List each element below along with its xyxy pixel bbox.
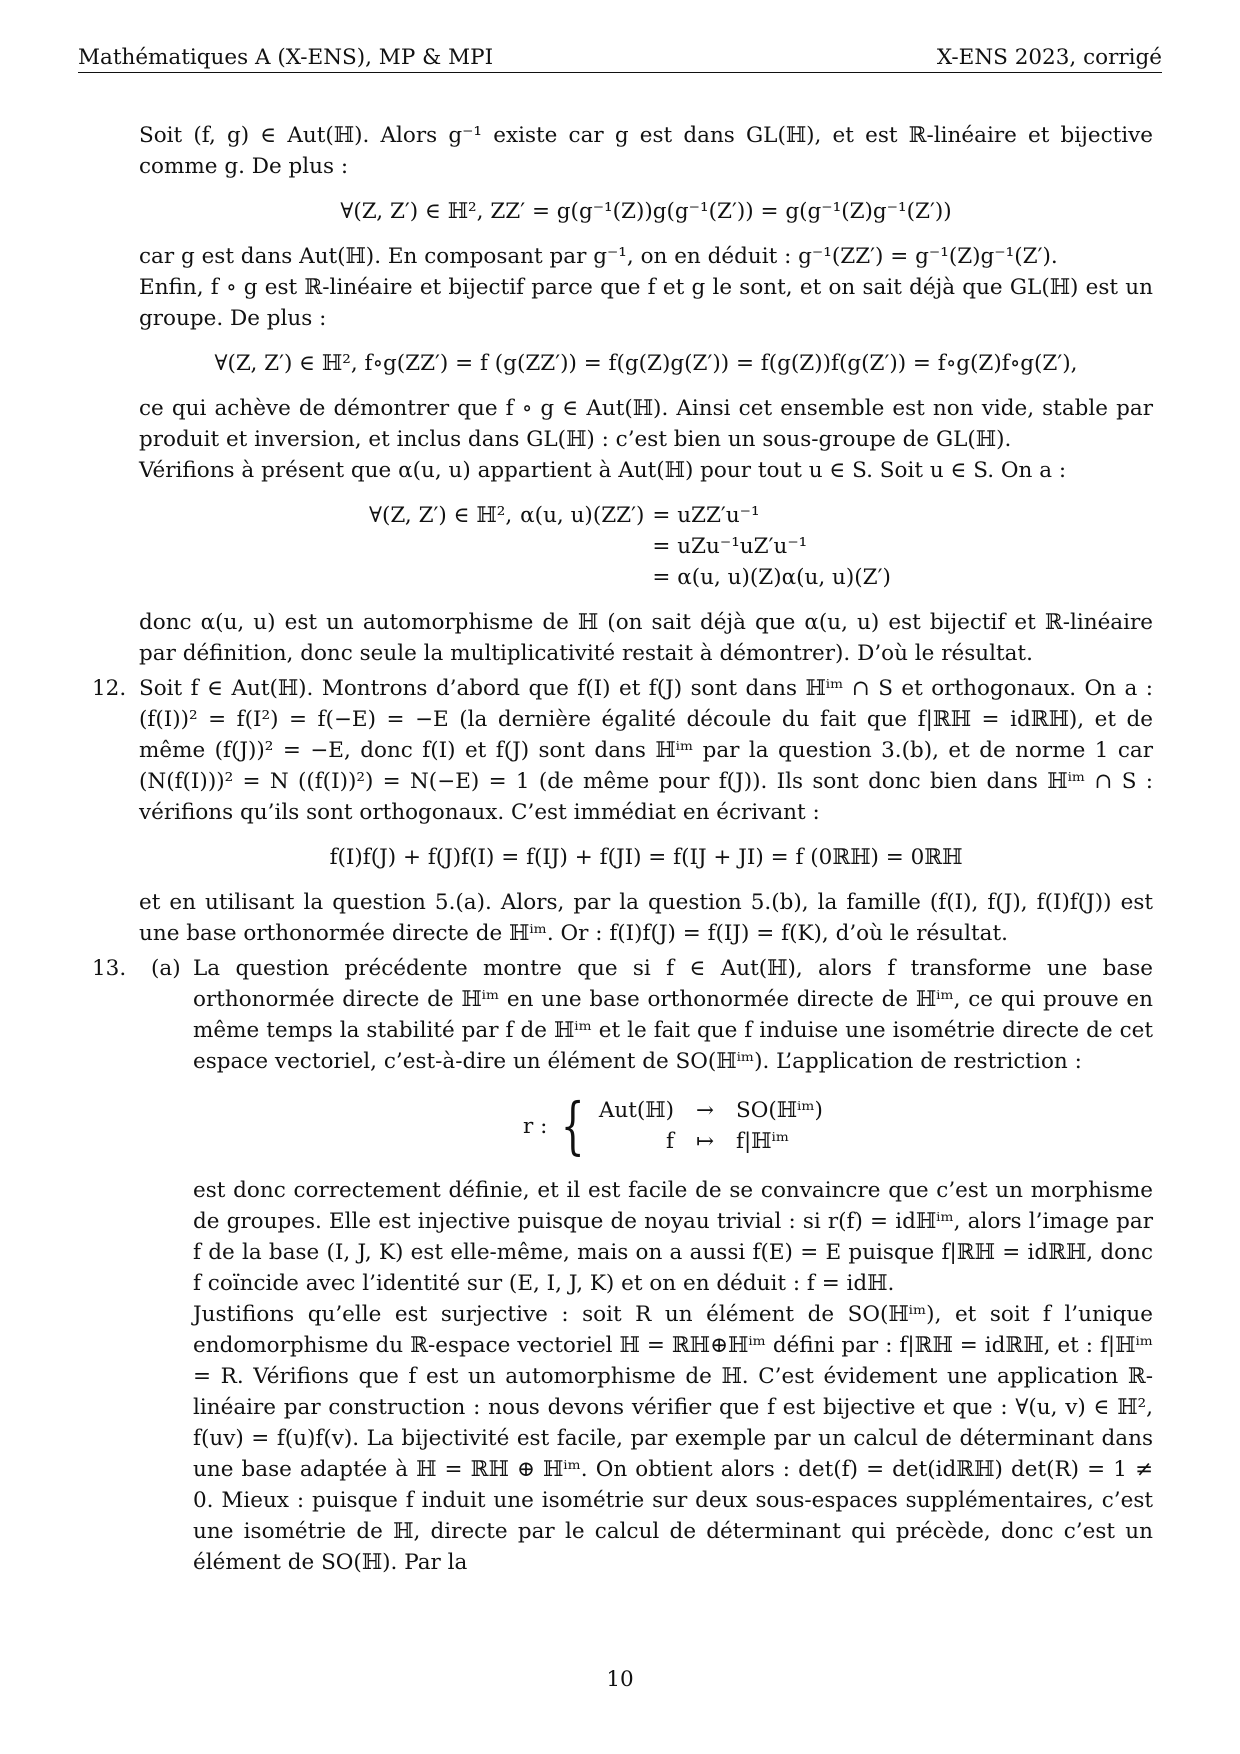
map-name: r : [523,1113,548,1139]
question-13 [92,953,1153,1578]
map-arrow: → [695,1098,714,1123]
page-body [92,120,1153,1578]
subquestion-a [139,953,1153,1578]
equation: ∀(Z, Z′) ∈ ℍ², ZZ′ = g(g⁻¹(Z))g(g⁻¹(Z′)) = g(g⁻¹(Z)g⁻¹(Z′)) [340,199,952,224]
equation: f(I)f(J) + f(J)f(I) = f(IJ) + f(JI) = f(IJ + JI) = f (0ℝℍ) = 0ℝℍ [329,845,963,870]
question-number: 12. [92,676,127,701]
paragraph: Soit f ∈ Aut(ℍ). Montrons d’abord que f(I) et f(J) sont dans ℍⁱᵐ ∩ S et orthogonaux. On a : (f(I))² = f(I²) = f(−E) = −E (la dernière égalité découle du fait que f|ℝℍ = idℝℍ), et de même (f(J))² = −E, donc f(I) et f(J) sont dans ℍⁱᵐ par la question 3.(b), et de norme 1 car (N(f(I)))² = N ((f(I))²) = N(−E) = 1 (de même pour f(J)). Ils sont donc bien dans ℍⁱᵐ ∩ S : vérifions qu’ils sont orthogonaux. C’est immédiat en écrivant : [139,676,1153,825]
eq-part: ∀(Z, Z′) ∈ ℍ², [369,503,513,528]
subquestion-label: (a) [151,956,181,981]
paragraph: Justifions qu’elle est surjective : soit R un élément de SO(ℍⁱᵐ), et soit f l’unique endomorphisme du ℝ-espace vectoriel ℍ = ℝℍ⊕ℍⁱᵐ défini par : f|ℝℍ = idℝℍ, et : f|ℍⁱᵐ = R. Vérifions que f est un automorphisme de ℍ. C’est évidement une application ℝ-linéaire par construction : nous devons vérifier que f est bijective et que : ∀(u, v) ∈ ℍ², f(uv) = f(u)f(v). La bijectivité est facile, par exemple par un calcul de déterminant dans une base adaptée à ℍ = ℝℍ ⊕ ℍⁱᵐ. On obtient alors : det(f) = det(idℝℍ) det(R) = 1 ≠ 0. Mieux : puisque f induit une isométrie sur deux sous-espaces supplémentaires, c’est une isométrie de ℍ, directe par le calcul de déterminant qui précède, donc c’est un élément de SO(ℍ). Par la [193,1302,1153,1575]
paragraph: et en utilisant la question 5.(a). Alors, par la question 5.(b), la famille (f(I), f(J), f(I)f(J)) est une base orthonormée directe de ℍⁱᵐ. Or : f(I)f(J) = f(IJ) = f(K), d’où le résultat. [139,890,1153,946]
paragraph: La question précédente montre que si f ∈ Aut(ℍ), alors f transforme une base orthonormée directe de ℍⁱᵐ en une base orthonormée directe de ℍⁱᵐ, ce qui prouve en même temps la stabilité par f de ℍⁱᵐ et le fait que f induise une isométrie directe de cet espace vectoriel, c’est-à-dire un élément de SO(ℍⁱᵐ). L’application de restriction : [193,956,1153,1074]
paragraph: Vérifions à présent que α(u, u) appartient à Aut(ℍ) pour tout u ∈ S. Soit u ∈ S. On a : [139,458,1067,483]
map-image: f|ℍⁱᵐ [735,1129,790,1154]
map-arrow: ↦ [695,1129,714,1154]
paragraph: donc α(u, u) est un automorphisme de ℍ (on sait déjà que α(u, u) est bijectif et ℝ-linéaire par définition, donc seule la multiplicativité restait à démontrer). D’où le résultat. [139,610,1153,666]
map-codomain: SO(ℍⁱᵐ) [735,1098,823,1123]
running-header [78,42,1162,73]
paragraph: ce qui achève de démontrer que f ∘ g ∈ Aut(ℍ). Ainsi cet ensemble est non vide, stable par produit et inversion, et inclus dans GL(ℍ) : c’est bien un sous-groupe de GL(ℍ). [139,396,1153,452]
brace-symbol: { [561,1089,585,1162]
eq-part: = uZZ′u⁻¹ [652,503,760,528]
paragraph: Soit (f, g) ∈ Aut(ℍ). Alors g⁻¹ existe car g est dans GL(ℍ), et est ℝ-linéaire et bijective comme g. De plus : [139,123,1153,179]
restriction-map [193,1089,1153,1162]
header-left: Mathématiques A (X-ENS), MP & MPI [78,45,494,70]
aligned-equation [369,500,899,593]
eq-part: α(u, u)(ZZ′) [520,503,645,528]
question-number: 13. [92,956,127,981]
eq-part: = uZu⁻¹uZ′u⁻¹ [652,534,808,559]
equation: ∀(Z, Z′) ∈ ℍ², f∘g(ZZ′) = f (g(ZZ′)) = f(g(Z)g(Z′)) = f(g(Z))f(g(Z′)) = f∘g(Z)f∘g(Z′), [214,351,1078,376]
map-element: f [666,1129,674,1154]
eq-part: = α(u, u)(Z)α(u, u)(Z′) [652,565,891,590]
paragraph: Enfin, f ∘ g est ℝ-linéaire et bijectif parce que f et g le sont, et on sait déjà que GL(ℍ) est un groupe. De plus : [139,275,1153,331]
page-number: 10 [606,1667,634,1692]
header-right: X-ENS 2023, corrigé [936,45,1162,70]
question-12 [92,673,1153,949]
map-domain: Aut(ℍ) [598,1098,674,1123]
paragraph: est donc correctement définie, et il est facile de se convaincre que c’est un morphisme de groupes. Elle est injective puisque de noyau trivial : si r(f) = idℍⁱᵐ, alors l’image par f de la base (I, J, K) est elle-même, mais on a aussi f(E) = E puisque f|ℝℍ = idℝℍ, donc f coïncide avec l’identité sur (E, I, J, K) et on en déduit : f = idℍ. [193,1178,1153,1296]
paragraph: car g est dans Aut(ℍ). En composant par g⁻¹, on en déduit : g⁻¹(ZZ′) = g⁻¹(Z)g⁻¹(Z′). [139,244,1058,269]
